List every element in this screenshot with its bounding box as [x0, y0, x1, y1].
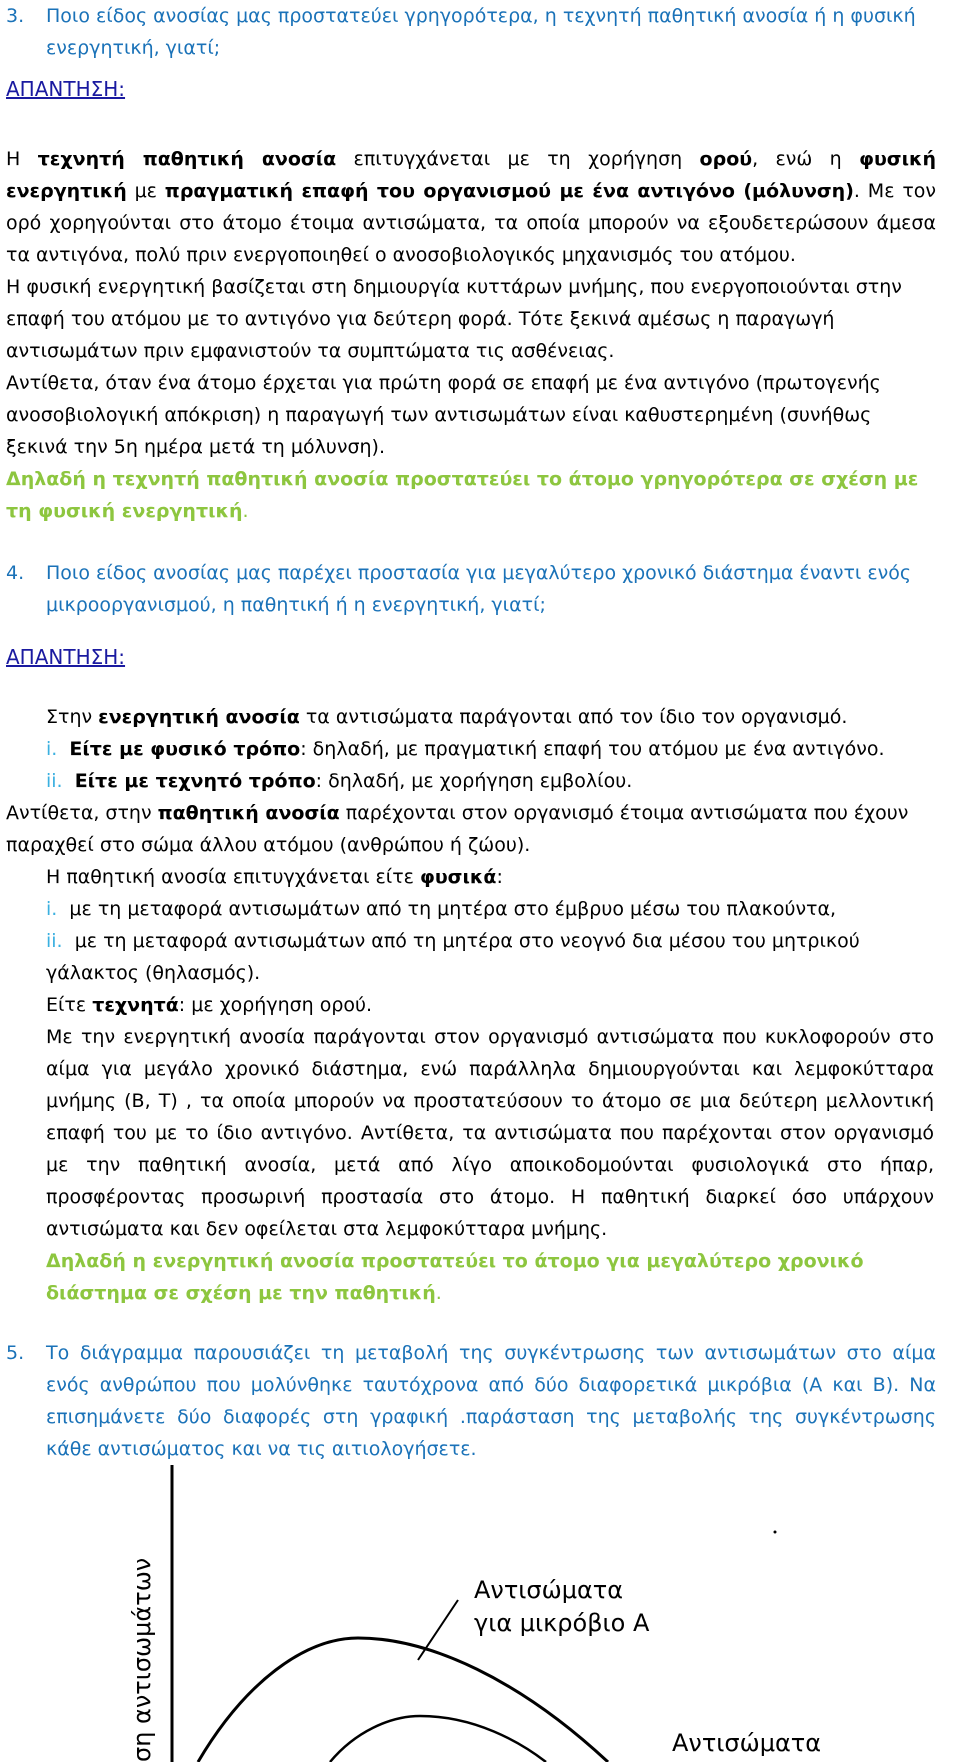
q4-item-natural: i. Είτε με φυσικό τρόπο: δηλαδή, με πραγματική επαφή του ατόμου με ένα αντιγόνο.: [46, 738, 885, 760]
q4-passive-item-i: i. με τη μεταφορά αντισωμάτων από τη μητέρα στο έμβρυο μέσω του πλακούντα,: [46, 898, 837, 920]
q4-item-artificial: ii. Είτε με τεχνητό τρόπο: δηλαδή, με χορήγηση εμβολίου.: [46, 770, 633, 792]
q4-passive-item-ii: ii. με τη μεταφορά αντισωμάτων από τη μητέρα στο νεογνό δια μέσου του μητρικού γάλακτος (θηλασμός).: [46, 930, 860, 984]
q4-passive-natural: Η παθητική ανοσία επιτυγχάνεται είτε φυσικά:: [46, 866, 503, 888]
question-5: [6, 1337, 936, 1465]
q3-paragraph-3: Αντίθετα, όταν ένα άτομο έρχεται για πρώτη φορά σε επαφή με ένα αντιγόνο (πρωτογενής ανοσοβιολογική απόκριση) η παραγωγή των αντισωμάτων είναι καθυστερημένη (συνήθως ξεκινά την 5η ημέρα μετά τη μόλυνση).: [6, 372, 881, 458]
label-b-line1: Αντισώματα: [672, 1729, 822, 1757]
q3-paragraph-2: Η φυσική ενεργητική βασίζεται στη δημιουργία κυττάρων μνήμης, που ενεργοποιούνται στην επαφή του ατόμου με το αντιγόνο για δεύτερη φορά. Τότε ξεκινά αμέσως η παραγωγή αντισωμάτων πριν εμφανιστούν τα συμπτώματα τις ασθένειας.: [6, 276, 902, 362]
y-axis-label: ση αντισωμάτων: [128, 1557, 156, 1762]
question-text: Ποιο είδος ανοσίας μας παρέχει προστασία για μεγαλύτερο χρονικό διάστημα έναντι ενός μικροοργανισμού, η παθητική ή η ενεργητική, γιατί;: [46, 562, 912, 616]
antibody-diagram: [0, 1460, 960, 1762]
question-text: Ποιο είδος ανοσίας μας προστατεύει γρηγορότερα, η τεχνητή παθητική ανοσία ή η φυσική ενεργητική, γιατί;: [46, 5, 916, 59]
question-number: 4.: [6, 562, 25, 584]
curve-antibody-b: [330, 1716, 546, 1762]
q4-passive-paragraph: Αντίθετα, στην παθητική ανοσία παρέχονται στον οργανισμό έτοιμα αντισώματα που έχουν παραχθεί στο σώμα άλλου ατόμου (ανθρώπου ή ζώου).: [6, 802, 909, 856]
question-number: 3.: [6, 5, 25, 27]
label-a-line1: Αντισώματα: [474, 1576, 624, 1604]
answer-heading: ΑΠΑΝΤΗΣΗ:: [6, 645, 126, 669]
stray-dot: [774, 1531, 777, 1534]
q4-conclusion: Δηλαδή η ενεργητική ανοσία προστατεύει το άτομο για μεγαλύτερο χρονικό διάστημα σε σχέση με την παθητική.: [46, 1250, 864, 1304]
q3-paragraph-1: Η τεχνητή παθητική ανοσία επιτυγχάνεται με τη χορήγηση ορού, ενώ η φυσική ενεργητική με πραγματική επαφή του οργανισμού με ένα αντιγόνο (μόλυνση). Με τον ορό χορηγούνται στο άτομο έτοιμα αντισώματα, τα οποία μπορούν να εξουδετερώσουν άμεσα τα αντιγόνα, πολύ πριν ενεργοποιηθεί ο ανοσοβιολογικός μηχανισμός του ατόμου.: [6, 148, 937, 266]
question-number: 5.: [6, 1342, 25, 1364]
q4-long-paragraph: Με την ενεργητική ανοσία παράγονται στον οργανισμό αντισώματα που κυκλοφορούν στο αίμα για μεγάλο χρονικό διάστημα, ενώ παράλληλα δημιουργούνται και λεμφοκύτταρα μνήμης (Β, Τ) , τα οποία μπορούν να προστατεύσουν το άτομο σε μια δεύτερη μελλοντική επαφή του με το ίδιο αντιγόνο. Αντίθετα, τα αντισώματα που παρέχονται στον οργανισμό με την παθητική ανοσία, μετά από λίγο αποικοδομούνται φυσιολογικά στο ήπαρ, προσφέροντας προσωρινή προστασία στο άτομο. Η παθητική διαρκεί όσο υπάρχουν αντισώματα και δεν οφείλεται στα λεμφοκύτταρα μνήμης.: [46, 1026, 934, 1240]
q3-conclusion: Δηλαδή η τεχνητή παθητική ανοσία προστατεύει το άτομο γρηγορότερα σε σχέση με τη φυσική ενεργητική.: [6, 468, 919, 522]
answer-heading: ΑΠΑΝΤΗΣΗ:: [6, 77, 126, 101]
pointer-a: [418, 1600, 458, 1660]
question-text: Το διάγραμμα παρουσιάζει τη μεταβολή της συγκέντρωσης των αντισωμάτων στο αίμα ενός ανθρώπου που μολύνθηκε ταυτόχρονα από δύο διαφορετικά μικρόβια (Α και Β). Να επισημάνετε δύο διαφορές στη γραφική .παράσταση της μεταβολής της συγκέντρωσης κάθε αντισώματος και να τις αιτιολογήσετε.: [46, 1342, 936, 1460]
question-4: [6, 557, 936, 621]
q4-passive-artificial: Είτε τεχνητά: με χορήγηση ορού.: [46, 994, 373, 1016]
question-3: [6, 0, 936, 64]
curve-antibody-a: [198, 1638, 608, 1762]
q4-line-active: Στην ενεργητική ανοσία τα αντισώματα παράγονται από τον ίδιο τον οργανισμό.: [46, 706, 848, 728]
label-a-line2: για μικρόβιο Α: [474, 1609, 650, 1637]
